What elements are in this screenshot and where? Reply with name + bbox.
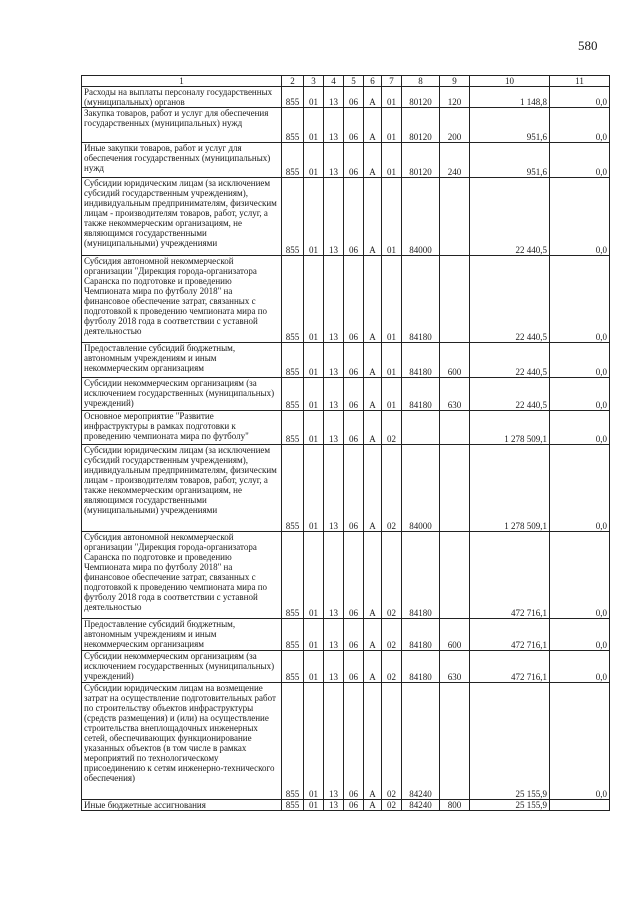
row-description: Субсидии юридическим лицам (за исключением субсидий государственным учреждениям), индивидуальным предпринимателям, физическим лицам - производителям товаров, работ, услуг, а также некоммерческим организациям, не являющимся государственными (муниципальными) учреждениями — [82, 178, 282, 256]
code-subsection-cell: 13 — [324, 800, 344, 811]
row-description: Субсидия автономной некоммерческой организации "Дирекция города-организатора Саранска по подготовке и проведению Чемпионата мира по футболу 2018" на финансовое обеспечение затрат, связанных с подготовкой к проведению чемпионата мира по футболу 2018 года в соответствии с уставной деятельностью — [82, 532, 282, 619]
code-section-cell: 01 — [304, 411, 324, 445]
code-event-cell: 01 — [382, 143, 402, 178]
code-expense-type-cell: 200 — [440, 108, 470, 143]
code-subprogram-cell: А — [364, 619, 382, 651]
code-section-cell: 01 — [304, 800, 324, 811]
amount-cell: 22 440,5 — [470, 343, 550, 378]
row-description: Субсидии некоммерческим организациям (за исключением государственных (муниципальных) учреждений) — [82, 378, 282, 411]
column-header: 10 — [470, 76, 550, 87]
code-subprogram-cell: А — [364, 445, 382, 532]
code-program-cell: 06 — [344, 256, 364, 343]
code-expense-type-cell — [440, 411, 470, 445]
code-direction-cell: 84180 — [402, 651, 440, 683]
code-subsection-cell: 13 — [324, 256, 344, 343]
code-expense-type-cell — [440, 445, 470, 532]
code-direction-cell: 84240 — [402, 800, 440, 811]
code-direction-cell — [402, 411, 440, 445]
code-event-cell: 02 — [382, 800, 402, 811]
code-direction-cell: 84240 — [402, 683, 440, 800]
column-header: 1 — [82, 76, 282, 87]
amount-secondary-cell: 0,0 — [550, 445, 610, 532]
code-ministry-cell: 855 — [282, 651, 304, 683]
code-event-cell: 02 — [382, 445, 402, 532]
code-program-cell: 06 — [344, 143, 364, 178]
amount-cell: 951,6 — [470, 143, 550, 178]
code-subsection-cell: 13 — [324, 619, 344, 651]
column-header: 2 — [282, 76, 304, 87]
code-subprogram-cell: А — [364, 800, 382, 811]
table-row — [82, 178, 610, 256]
header-row — [82, 76, 610, 87]
code-subprogram-cell: А — [364, 532, 382, 619]
column-header: 7 — [382, 76, 402, 87]
code-ministry-cell: 855 — [282, 532, 304, 619]
code-direction-cell: 84180 — [402, 378, 440, 411]
code-section-cell: 01 — [304, 619, 324, 651]
code-program-cell: 06 — [344, 532, 364, 619]
amount-secondary-cell: 0,0 — [550, 619, 610, 651]
code-direction-cell: 84180 — [402, 343, 440, 378]
table-row — [82, 108, 610, 143]
amount-cell: 1 148,8 — [470, 87, 550, 108]
amount-secondary-cell: 0,0 — [550, 256, 610, 343]
code-direction-cell: 84000 — [402, 178, 440, 256]
code-ministry-cell: 855 — [282, 800, 304, 811]
code-event-cell: 02 — [382, 651, 402, 683]
column-header: 4 — [324, 76, 344, 87]
code-program-cell: 06 — [344, 108, 364, 143]
code-ministry-cell: 855 — [282, 683, 304, 800]
code-program-cell: 06 — [344, 683, 364, 800]
amount-secondary-cell: 0,0 — [550, 651, 610, 683]
row-description: Предоставление субсидий бюджетным, автономным учреждениям и иным некоммерческим организациям — [82, 619, 282, 651]
row-description: Иные закупки товаров, работ и услуг для обеспечения государственных (муниципальных) нужд — [82, 143, 282, 178]
code-event-cell: 01 — [382, 178, 402, 256]
code-subprogram-cell: А — [364, 178, 382, 256]
amount-cell: 22 440,5 — [470, 256, 550, 343]
code-direction-cell: 84180 — [402, 532, 440, 619]
code-event-cell: 01 — [382, 256, 402, 343]
row-description: Субсидии юридическим лицам (за исключением субсидий государственным учреждениям), индивидуальным предпринимателям, физическим лицам - производителям товаров, работ, услуг, а также некоммерческим организациям, не являющимся государственными (муниципальными) учреждениями — [82, 445, 282, 532]
amount-cell: 472 716,1 — [470, 619, 550, 651]
code-ministry-cell: 855 — [282, 445, 304, 532]
code-event-cell: 02 — [382, 532, 402, 619]
row-description: Расходы на выплаты персоналу государственных (муниципальных) органов — [82, 87, 282, 108]
code-ministry-cell: 855 — [282, 411, 304, 445]
code-section-cell: 01 — [304, 143, 324, 178]
code-section-cell: 01 — [304, 651, 324, 683]
code-program-cell: 06 — [344, 651, 364, 683]
amount-cell: 25 155,9 — [470, 683, 550, 800]
code-subprogram-cell: А — [364, 143, 382, 178]
row-description: Предоставление субсидий бюджетным, автономным учреждениям и иным некоммерческим организациям — [82, 343, 282, 378]
table-row — [82, 87, 610, 108]
code-section-cell: 01 — [304, 108, 324, 143]
code-ministry-cell: 855 — [282, 343, 304, 378]
code-program-cell: 06 — [344, 87, 364, 108]
code-section-cell: 01 — [304, 256, 324, 343]
code-subprogram-cell: А — [364, 411, 382, 445]
table-row — [82, 445, 610, 532]
code-event-cell: 01 — [382, 343, 402, 378]
table-row — [82, 651, 610, 683]
amount-cell: 1 278 509,1 — [470, 445, 550, 532]
code-program-cell: 06 — [344, 445, 364, 532]
code-subprogram-cell: А — [364, 87, 382, 108]
row-description: Иные бюджетные ассигнования — [82, 800, 282, 811]
code-expense-type-cell: 600 — [440, 619, 470, 651]
code-section-cell: 01 — [304, 445, 324, 532]
code-ministry-cell: 855 — [282, 108, 304, 143]
row-description: Субсидия автономной некоммерческой организации "Дирекция города-организатора Саранска по подготовке и проведению Чемпионата мира по футболу 2018" на финансовое обеспечение затрат, связанных с подготовкой к проведению чемпионата мира по футболу 2018 года в соответствии с уставной деятельностью — [82, 256, 282, 343]
code-subprogram-cell: А — [364, 108, 382, 143]
code-section-cell: 01 — [304, 378, 324, 411]
table-row — [82, 532, 610, 619]
code-direction-cell: 80120 — [402, 108, 440, 143]
code-event-cell: 02 — [382, 411, 402, 445]
code-expense-type-cell — [440, 178, 470, 256]
code-subprogram-cell: А — [364, 256, 382, 343]
amount-secondary-cell: 0,0 — [550, 143, 610, 178]
code-program-cell: 06 — [344, 343, 364, 378]
code-direction-cell: 80120 — [402, 143, 440, 178]
code-section-cell: 01 — [304, 532, 324, 619]
code-direction-cell: 84180 — [402, 619, 440, 651]
amount-cell: 1 278 509,1 — [470, 411, 550, 445]
amount-cell: 951,6 — [470, 108, 550, 143]
table-row — [82, 683, 610, 800]
code-section-cell: 01 — [304, 343, 324, 378]
code-ministry-cell: 855 — [282, 178, 304, 256]
code-program-cell: 06 — [344, 800, 364, 811]
code-expense-type-cell — [440, 256, 470, 343]
code-section-cell: 01 — [304, 87, 324, 108]
code-ministry-cell: 855 — [282, 378, 304, 411]
table-row — [82, 378, 610, 411]
table-row — [82, 800, 610, 811]
column-header: 3 — [304, 76, 324, 87]
row-description: Основное мероприятие "Развитие инфраструктуры в рамках подготовки к проведению чемпионата мира по футболу" — [82, 411, 282, 445]
code-section-cell: 01 — [304, 683, 324, 800]
code-expense-type-cell: 630 — [440, 378, 470, 411]
code-expense-type-cell — [440, 532, 470, 619]
budget-table — [81, 75, 610, 811]
code-expense-type-cell — [440, 683, 470, 800]
code-event-cell: 01 — [382, 108, 402, 143]
code-subsection-cell: 13 — [324, 411, 344, 445]
code-program-cell: 06 — [344, 411, 364, 445]
code-subsection-cell: 13 — [324, 378, 344, 411]
code-expense-type-cell: 630 — [440, 651, 470, 683]
table-row — [82, 619, 610, 651]
column-header: 11 — [550, 76, 610, 87]
code-direction-cell: 80120 — [402, 87, 440, 108]
code-subsection-cell: 13 — [324, 108, 344, 143]
amount-secondary-cell: 0,0 — [550, 683, 610, 800]
code-event-cell: 02 — [382, 683, 402, 800]
amount-secondary-cell — [550, 800, 610, 811]
table-row — [82, 411, 610, 445]
code-subprogram-cell: А — [364, 683, 382, 800]
code-program-cell: 06 — [344, 178, 364, 256]
amount-cell: 472 716,1 — [470, 651, 550, 683]
code-expense-type-cell: 240 — [440, 143, 470, 178]
code-direction-cell: 84000 — [402, 445, 440, 532]
code-subsection-cell: 13 — [324, 445, 344, 532]
amount-secondary-cell: 0,0 — [550, 532, 610, 619]
code-program-cell: 06 — [344, 619, 364, 651]
code-ministry-cell: 855 — [282, 143, 304, 178]
code-subprogram-cell: А — [364, 651, 382, 683]
column-header: 6 — [364, 76, 382, 87]
column-header: 9 — [440, 76, 470, 87]
table-row — [82, 143, 610, 178]
amount-secondary-cell: 0,0 — [550, 378, 610, 411]
code-subsection-cell: 13 — [324, 87, 344, 108]
code-subsection-cell: 13 — [324, 143, 344, 178]
amount-cell: 22 440,5 — [470, 378, 550, 411]
table-row — [82, 256, 610, 343]
page-number: 580 — [578, 38, 598, 53]
amount-secondary-cell: 0,0 — [550, 108, 610, 143]
amount-secondary-cell: 0,0 — [550, 411, 610, 445]
code-expense-type-cell: 600 — [440, 343, 470, 378]
row-description: Субсидии некоммерческим организациям (за исключением государственных (муниципальных) учреждений) — [82, 651, 282, 683]
code-event-cell: 01 — [382, 87, 402, 108]
code-ministry-cell: 855 — [282, 256, 304, 343]
column-header: 5 — [344, 76, 364, 87]
amount-secondary-cell: 0,0 — [550, 178, 610, 256]
amount-cell: 22 440,5 — [470, 178, 550, 256]
column-header: 8 — [402, 76, 440, 87]
amount-secondary-cell: 0,0 — [550, 343, 610, 378]
code-direction-cell: 84180 — [402, 256, 440, 343]
row-description: Субсидии юридическим лицам на возмещение затрат на осуществление подготовительных работ по строительству объектов инфраструктуры (средств размещения) и (или) на осуществление строительства внеплощадочных инженерных сетей, обеспечивающих функционирование указанных объектов (в том числе в рамках мероприятий по технологическому присоединению к сетям инженерно-технического обеспечения) — [82, 683, 282, 800]
code-ministry-cell: 855 — [282, 87, 304, 108]
amount-secondary-cell: 0,0 — [550, 87, 610, 108]
code-subsection-cell: 13 — [324, 178, 344, 256]
row-description: Закупка товаров, работ и услуг для обеспечения государственных (муниципальных) нужд — [82, 108, 282, 143]
code-subsection-cell: 13 — [324, 532, 344, 619]
code-event-cell: 02 — [382, 619, 402, 651]
code-section-cell: 01 — [304, 178, 324, 256]
code-subsection-cell: 13 — [324, 651, 344, 683]
code-program-cell: 06 — [344, 378, 364, 411]
code-subprogram-cell: А — [364, 378, 382, 411]
code-event-cell: 01 — [382, 378, 402, 411]
code-ministry-cell: 855 — [282, 619, 304, 651]
code-subsection-cell: 13 — [324, 683, 344, 800]
code-subprogram-cell: А — [364, 343, 382, 378]
code-expense-type-cell: 800 — [440, 800, 470, 811]
amount-cell: 472 716,1 — [470, 532, 550, 619]
code-expense-type-cell: 120 — [440, 87, 470, 108]
code-subsection-cell: 13 — [324, 343, 344, 378]
table-row — [82, 343, 610, 378]
amount-cell: 25 155,9 — [470, 800, 550, 811]
